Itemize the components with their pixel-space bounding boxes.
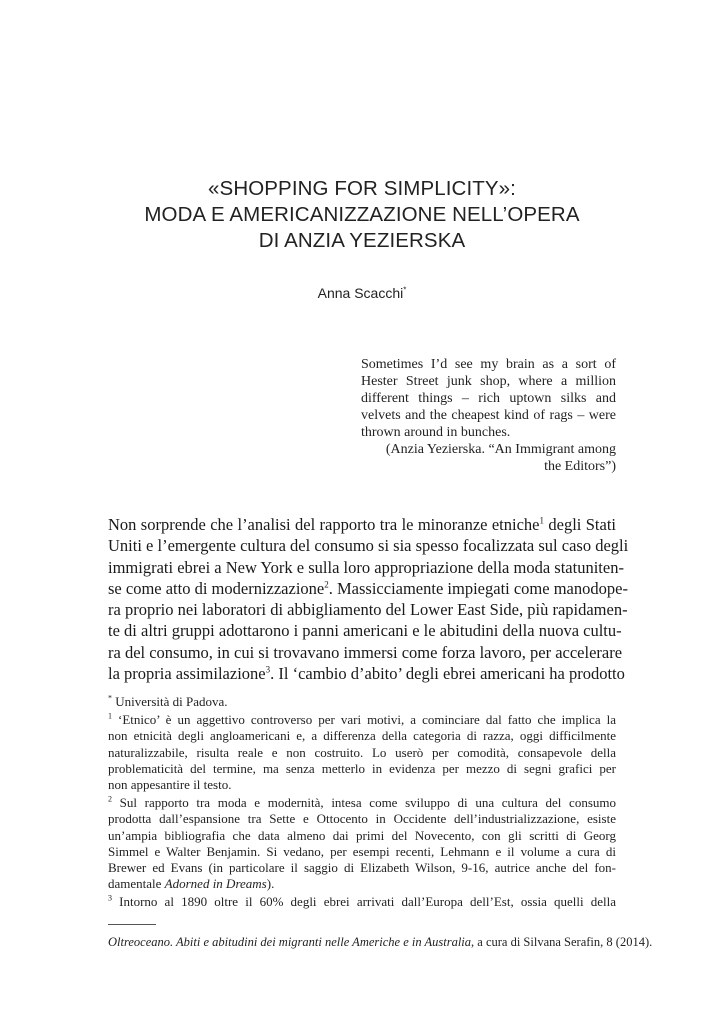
- footnote-text: Intorno al 1890 oltre il 60% degli ebrei arrivati dall’Europa dell’Est, ossia quelli della: [112, 894, 616, 910]
- footnote-line: non appesantire il testo.: [108, 777, 232, 793]
- footer-rule: [108, 924, 156, 925]
- footnote-line: [108, 694, 616, 710]
- body-text-run: Non sorprende che l’analisi del rapporto tra le minoranze etniche: [108, 515, 540, 534]
- body-text-run: la propria assimilazione: [108, 664, 266, 684]
- footnote-line: problematicità del termine, ma senza metterlo in evidenza per mezzo di segni grafici per: [108, 760, 616, 776]
- epigraph-line: velvets and the cheapest kind of rags – were: [361, 408, 616, 423]
- footnote-ref-3[interactable]: 3: [265, 664, 271, 675]
- footnote-2: [108, 795, 616, 892]
- journal-details: , a cura di Silvana Serafin, 8 (2014).: [471, 935, 653, 949]
- footnote-line: Simmel e Walter Benjamin. Si vedano, per esempi recenti, Lehmann e il volume a cura di: [108, 843, 616, 859]
- epigraph-source-1: (Anzia Yezierska. “An Immigrant among: [385, 442, 616, 457]
- footnote-3: [108, 894, 616, 910]
- body-line: ra proprio nei laboratori di abbigliamento del Lower East Side, più rapidamen-: [108, 600, 628, 620]
- author-footnote-mark[interactable]: *: [403, 285, 407, 295]
- footnote-line: Brewer ed Evans (in particolare il saggio di Elizabeth Wilson, 9-16, autrice anche del fon-: [108, 860, 616, 876]
- footnote-line: un’ampia bibliografia che data almeno dai primi del Novecento, con gli scritti di Georg: [108, 827, 616, 843]
- footnote-mark: 3: [108, 894, 112, 904]
- footnote-line: [108, 712, 616, 728]
- footnote-mark: *: [108, 693, 112, 703]
- epigraph-line: thrown around in bunches.: [361, 425, 511, 440]
- article-title: [0, 176, 724, 254]
- body-line: Uniti e l’emergente cultura del consumo si sia spesso focalizzata sul caso degli: [108, 536, 629, 556]
- footnote-line: prodotta dall’espansione tra Sette e Ottocento in Occidente dell’industrializzazione, esiste: [108, 811, 616, 827]
- footnote-line: naturalizzabile, risulta reale e non costruito. Lo userò per comodità, consapevole della: [108, 744, 616, 760]
- body-text-run: . Il ‘cambio d’abito’ degli ebrei americani ha prodotto: [270, 664, 625, 684]
- epigraph: [361, 356, 616, 475]
- footnote-text: Università di Padova.: [112, 694, 228, 709]
- journal-title: Oltreoceano. Abiti e abitudini dei migranti nelle Americhe e in Australia: [108, 935, 472, 949]
- body-line: te di altri gruppi adottarono i panni americani e le abitudini della nuova cultu-: [108, 621, 622, 641]
- footnote-text: ‘Etnico’ è un aggettivo controverso per vari motivi, a cominciare dal fatto che implica la: [112, 712, 616, 728]
- epigraph-source-2: the Editors”): [544, 459, 616, 474]
- body-line: [108, 663, 625, 684]
- title-line-3: DI ANZIA YEZIERSKA: [258, 229, 466, 252]
- body-text-run: . Massicciamente impiegati come manodope-: [328, 578, 628, 598]
- footnote-text: Sul rapporto tra moda e modernità, intesa come sviluppo di una cultura del consumo: [112, 795, 616, 811]
- body-text-run: degli Stati: [544, 515, 616, 534]
- footnote-line: [108, 894, 616, 910]
- footnote-line: [108, 795, 616, 811]
- epigraph-line: Hester Street junk shop, where a million: [361, 374, 616, 389]
- footnote-ref-1[interactable]: 1: [539, 515, 544, 526]
- title-line-2: MODA E AMERICANIZZAZIONE NELL’OPERA: [144, 203, 580, 226]
- footnote-text: ).: [266, 876, 275, 892]
- body-text-run: se come atto di modernizzazione: [108, 578, 325, 598]
- body-line: [108, 514, 616, 535]
- book-title: Adorned in Dreams: [164, 876, 267, 892]
- footnote-1: [108, 712, 616, 793]
- body-line: [108, 578, 628, 599]
- body-line: ra del consumo, in cui si trovavano immersi come forza lavoro, per accelerare: [108, 642, 623, 662]
- author-byline: [0, 285, 724, 301]
- epigraph-line: different things – rich uptown silks and: [361, 391, 616, 406]
- author-name: Anna Scacchi: [317, 285, 404, 301]
- body-line: immigrati ebrei a New York e sulla loro appropriazione della moda statuniten-: [108, 557, 624, 577]
- footnote-star: [108, 694, 616, 710]
- footnote-line: [108, 876, 616, 892]
- footnotes: [108, 694, 616, 913]
- journal-citation: [108, 934, 653, 950]
- footnote-mark: 2: [108, 794, 112, 804]
- epigraph-line: Sometimes I’d see my brain as a sort of: [361, 357, 616, 372]
- footnote-line: non etnicità degli angloamericani e, a differenza della categoria di razza, oggi difficilmente: [108, 728, 616, 744]
- footnote-mark: 1: [108, 711, 112, 721]
- body-paragraph: [108, 514, 629, 684]
- footnote-ref-2[interactable]: 2: [324, 579, 329, 590]
- footnote-text: damentale: [108, 876, 165, 892]
- title-line-1: «SHOPPING FOR SIMPLICITY»:: [208, 177, 516, 200]
